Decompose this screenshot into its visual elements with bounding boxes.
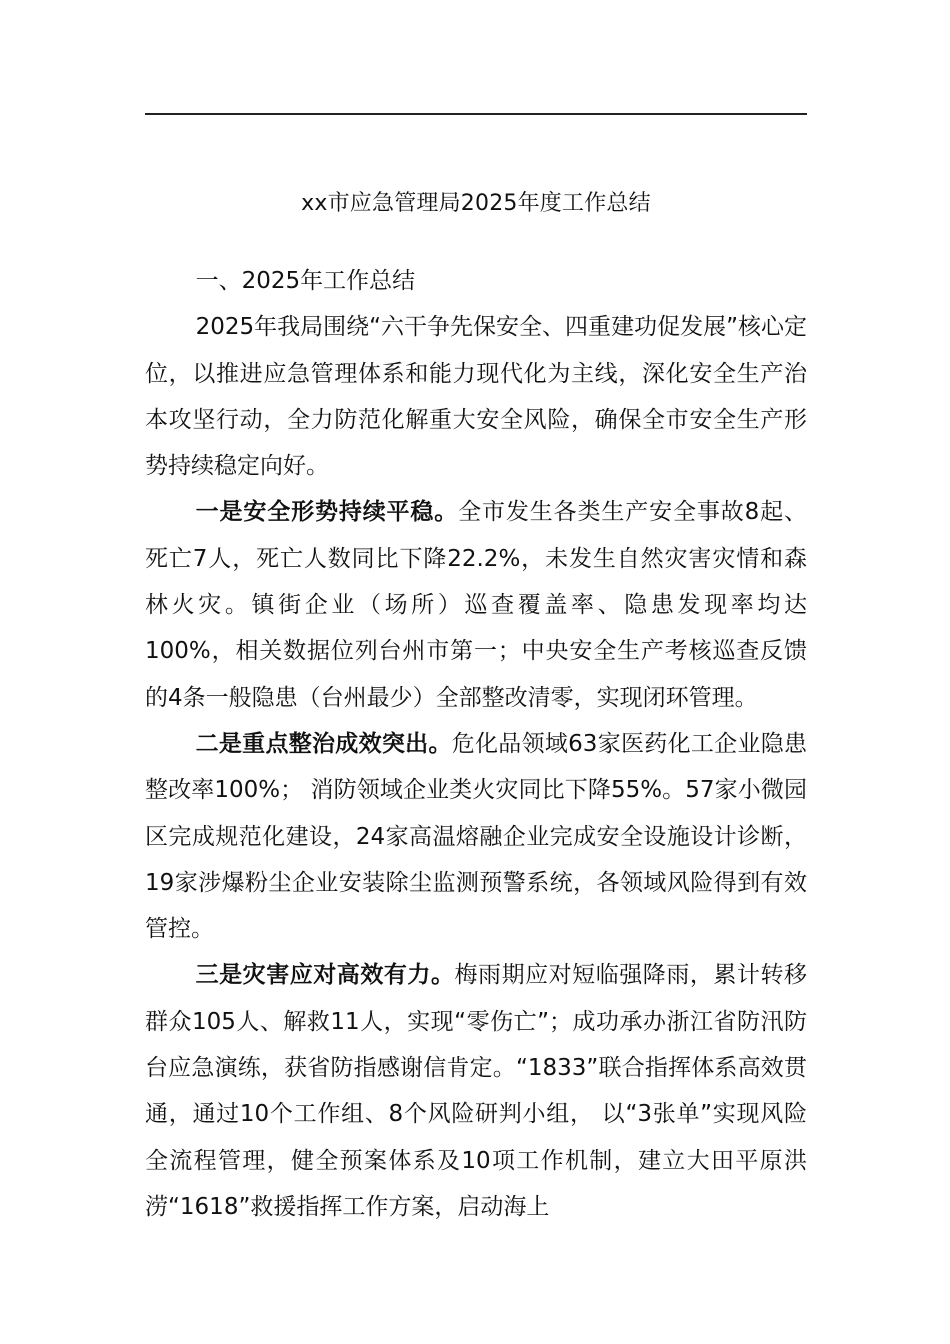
paragraph-lead: 二是重点整治成效突出。 <box>195 730 452 757</box>
paragraph-lead: 一是安全形势持续平稳。 <box>195 499 459 526</box>
section-heading: 一、2025年工作总结 <box>195 268 416 294</box>
paragraph-disaster-response <box>145 952 807 1230</box>
paragraph-text: 危化品领域63家医药化工企业隐患整改率100%； 消防领域企业类火灾同比下降55%。57家小微园区完成规范化建设，24家高温熔融企业完成安全设施设计诊断，19家涉爆粉尘企业安装除尘监测预警系统，各领域风险得到有效管控。 <box>145 730 807 943</box>
header-rule <box>145 113 807 115</box>
paragraph-safety-situation <box>145 489 807 720</box>
document-body <box>145 258 807 1230</box>
intro-paragraph: 2025年我局围绕“六干争先保安全、四重建功促发展”核心定位，以推进应急管理体系和能力现代化为主线，深化安全生产治本攻坚行动，全力防范化解重大安全风险，确保全市安全生产形势持续稳定向好。 <box>145 314 807 480</box>
paragraph-text: 全市发生各类生产安全事故8起、死亡7人，死亡人数同比下降22.2%，未发生自然灾害灾情和森林火灾。镇街企业（场所）巡查覆盖率、隐患发现率均达100%，相关数据位列台州市第一；中央安全生产考核巡查反馈的4条一般隐患（台州最少）全部整改清零，实现闭环管理。 <box>145 499 807 711</box>
document-title: xx市应急管理局2025年度工作总结 <box>301 191 651 216</box>
paragraph-lead: 三是灾害应对高效有力。 <box>195 962 455 989</box>
paragraph-key-rectification <box>145 721 807 952</box>
paragraph-text: 梅雨期应对短临强降雨，累计转移群众105人、解救11人，实现“零伤亡”；成功承办浙江省防汛防台应急演练，获省防指感谢信肯定。“1833”联合指挥体系高效贯通，通过10个工作组、8个风险研判小组， 以“3张单”实现风险全流程管理，健全预案体系及10项工作机制，建立大田平原洪涝“1618”救援指挥工作方案，启动海上 <box>145 962 808 1220</box>
